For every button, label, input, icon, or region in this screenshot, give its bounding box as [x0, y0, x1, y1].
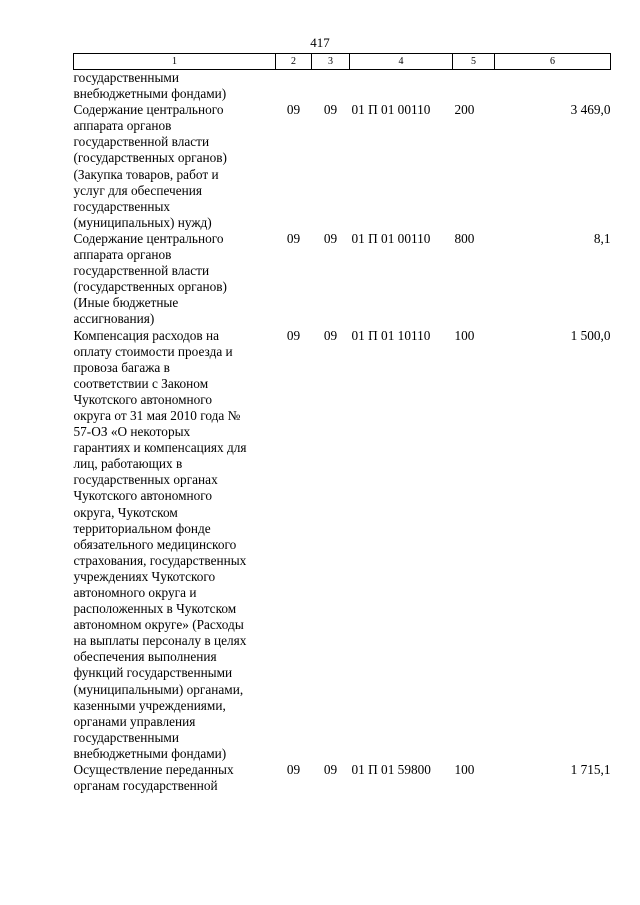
expense-name-line: функций государственными	[73, 665, 233, 681]
subsection-code-cell: 09	[323, 327, 338, 343]
expense-name-line: учреждениях Чукотского	[73, 568, 216, 584]
table-row	[74, 70, 611, 103]
subsection-code-cell: 09	[323, 762, 338, 778]
expense-name-line: государственной власти	[73, 263, 210, 279]
expense-name-line: (Закупка товаров, работ и	[73, 166, 219, 182]
expense-name-cell	[74, 328, 276, 763]
expense-name-line: оплату стоимости проезда и	[73, 343, 233, 359]
expense-name-cell	[74, 70, 276, 103]
expense-name-line: автономном округе» (Расходы	[73, 617, 244, 633]
expense-name-line: органам государственной	[73, 778, 218, 794]
expense-name-line: государственных органах	[73, 472, 218, 488]
column-number-header: 2	[276, 54, 312, 70]
section-code-cell	[276, 70, 312, 103]
expense-name-line: округа от 31 мая 2010 года №	[73, 407, 241, 423]
table-row	[74, 231, 611, 328]
column-number-header: 1	[74, 54, 276, 70]
expense-name-line: (муниципальными) органами,	[73, 681, 244, 697]
expense-name-line: Компенсация расходов на	[73, 327, 220, 343]
expense-name-cell	[74, 231, 276, 328]
section-code-cell: 09	[286, 327, 301, 343]
expense-name-line: страхования, государственных	[73, 552, 247, 568]
expense-name-line: внебюджетными фондами)	[73, 86, 227, 102]
target-article-cell: 01 П 01 59800	[351, 762, 431, 778]
expense-name-line: государственных	[73, 198, 171, 214]
expense-name-line: внебюджетными фондами)	[73, 745, 227, 761]
expense-name-line: территориальном фонде	[73, 520, 211, 536]
expense-name-line: Содержание центрального	[73, 230, 224, 246]
expense-name-line: автономного округа и	[73, 585, 197, 600]
expense-name-line: обеспечения выполнения	[73, 649, 217, 665]
expense-name-line: Осуществление переданных	[73, 762, 234, 778]
section-code-cell: 09	[286, 230, 301, 246]
expense-type-cell: 200	[454, 102, 475, 118]
column-number-header: 3	[312, 54, 350, 70]
column-number-header: 6	[495, 54, 611, 70]
expense-type-cell: 100	[454, 762, 475, 778]
expense-name-line: ассигнования)	[73, 311, 155, 327]
expense-type-cell	[453, 70, 495, 103]
expense-name-line: обязательного медицинского	[73, 536, 237, 552]
expense-name-line: органами управления	[73, 713, 196, 729]
expense-name-line: Чукотского автономного	[73, 391, 213, 407]
table-row	[74, 762, 611, 794]
budget-table	[73, 53, 611, 794]
subsection-code-cell: 09	[323, 102, 338, 118]
expense-name-line: аппарата органов	[73, 247, 172, 263]
amount-cell: 3 469,0	[570, 102, 611, 118]
expense-name-line: государственными	[73, 729, 179, 745]
amount-cell: 8,1	[593, 230, 611, 246]
expense-name-line: казенными учреждениями,	[73, 697, 226, 713]
expense-name-line: гарантиях и компенсациях для	[73, 440, 247, 456]
subsection-code-cell	[312, 70, 350, 103]
table-body	[74, 70, 611, 795]
expense-name-line: 57-ОЗ «О некоторых	[73, 424, 191, 440]
section-code-cell: 09	[286, 102, 301, 118]
expense-name-line: государственной власти	[73, 134, 210, 150]
expense-name-line: на выплаты персоналу в целях	[73, 633, 247, 649]
column-number-header: 4	[350, 54, 453, 70]
expense-name-line: услуг для обеспечения	[73, 182, 202, 198]
amount-cell: 1 500,0	[570, 327, 611, 343]
expense-name-line: соответствии с Законом	[73, 375, 209, 391]
table-row	[74, 328, 611, 763]
expense-name-line: аппарата органов	[73, 118, 172, 134]
page-number: 417	[310, 35, 330, 50]
column-number-header: 5	[453, 54, 495, 70]
expense-name-line: (муниципальных) нужд)	[73, 214, 212, 230]
subsection-code-cell: 09	[323, 230, 338, 246]
expense-name-cell	[74, 102, 276, 231]
amount-cell	[495, 70, 611, 103]
section-code-cell: 09	[286, 762, 301, 778]
expense-name-line: Содержание центрального	[73, 102, 224, 118]
amount-cell: 1 715,1	[570, 762, 611, 778]
expense-name-line: округа, Чукотском	[73, 504, 178, 520]
expense-name-line: (государственных органов)	[73, 279, 227, 295]
expense-name-line: лиц, работающих в	[73, 456, 183, 472]
table-header-row	[74, 54, 611, 70]
expense-name-line: (Иные бюджетные	[73, 295, 179, 311]
expense-name-line: Чукотского автономного	[73, 488, 213, 504]
expense-name-cell	[74, 762, 276, 794]
target-article-cell: 01 П 01 10110	[351, 327, 431, 343]
target-article-cell: 01 П 01 00110	[351, 102, 431, 118]
table-row	[74, 102, 611, 231]
expense-type-cell: 800	[454, 230, 475, 246]
expense-type-cell: 100	[454, 327, 475, 343]
expense-name-line: провоза багажа в	[73, 359, 170, 375]
expense-name-line: расположенных в Чукотском	[73, 601, 237, 617]
target-article-cell: 01 П 01 00110	[351, 230, 431, 246]
expense-name-line: государственными	[73, 70, 179, 85]
target-article-cell	[350, 70, 453, 103]
expense-name-line: (государственных органов)	[73, 150, 227, 166]
